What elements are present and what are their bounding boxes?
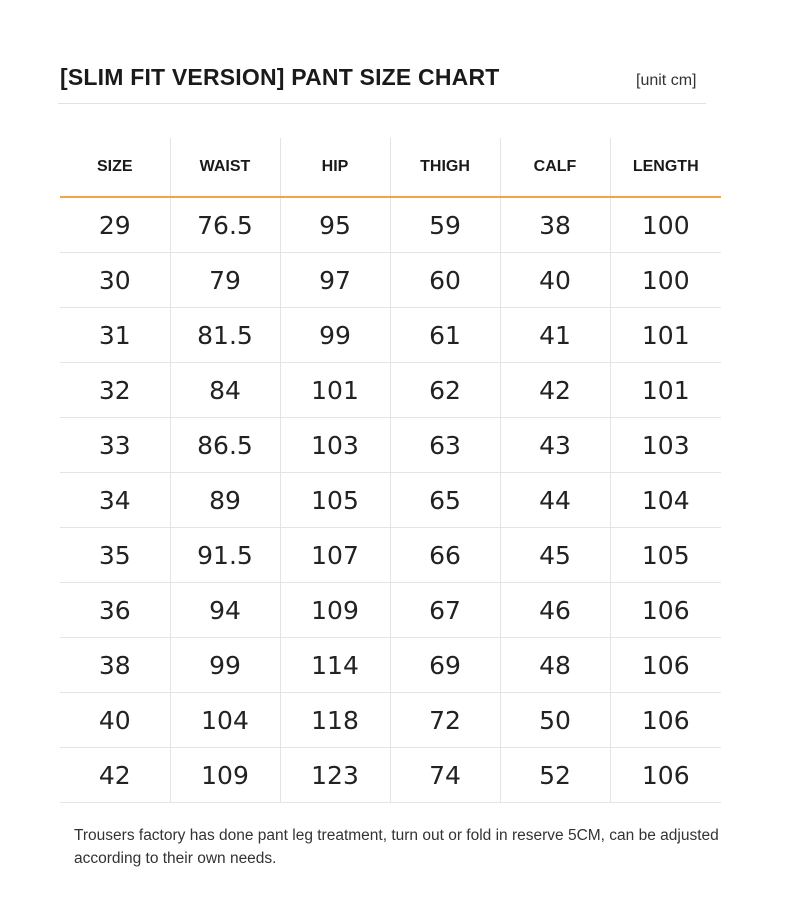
cell-length: 100 [610, 253, 721, 308]
cell-hip: 95 [280, 197, 390, 253]
cell-calf: 52 [500, 748, 610, 803]
cell-thigh: 69 [390, 638, 500, 693]
column-header-hip: HIP [280, 138, 390, 197]
cell-hip: 101 [280, 363, 390, 418]
table-row [60, 308, 721, 363]
table-row [60, 583, 721, 638]
cell-calf: 50 [500, 693, 610, 748]
cell-waist: 94 [170, 583, 280, 638]
cell-length: 106 [610, 693, 721, 748]
cell-thigh: 67 [390, 583, 500, 638]
table-row [60, 473, 721, 528]
table-row [60, 638, 721, 693]
cell-thigh: 60 [390, 253, 500, 308]
cell-waist: 91.5 [170, 528, 280, 583]
cell-size: 33 [60, 418, 170, 473]
table-row [60, 693, 721, 748]
cell-hip: 105 [280, 473, 390, 528]
cell-waist: 86.5 [170, 418, 280, 473]
cell-size: 35 [60, 528, 170, 583]
table-row [60, 418, 721, 473]
cell-length: 103 [610, 418, 721, 473]
footnote: Trousers factory has done pant leg treatment, turn out or fold in reserve 5CM, can be adjusted according to their own needs. [74, 827, 719, 867]
size-chart-table [60, 138, 721, 803]
cell-length: 106 [610, 583, 721, 638]
cell-size: 32 [60, 363, 170, 418]
table-row [60, 528, 721, 583]
cell-calf: 42 [500, 363, 610, 418]
cell-calf: 40 [500, 253, 610, 308]
cell-hip: 118 [280, 693, 390, 748]
cell-calf: 43 [500, 418, 610, 473]
column-header-waist: WAIST [170, 138, 280, 197]
cell-hip: 123 [280, 748, 390, 803]
cell-size: 40 [60, 693, 170, 748]
cell-size: 36 [60, 583, 170, 638]
cell-length: 106 [610, 638, 721, 693]
cell-thigh: 63 [390, 418, 500, 473]
cell-length: 101 [610, 308, 721, 363]
table-row [60, 748, 721, 803]
cell-waist: 89 [170, 473, 280, 528]
page-title: [SLIM FIT VERSION] PANT SIZE CHART [60, 64, 500, 90]
column-header-thigh: THIGH [390, 138, 500, 197]
cell-size: 42 [60, 748, 170, 803]
column-header-size: SIZE [60, 138, 170, 197]
column-header-length: LENGTH [610, 138, 721, 197]
cell-size: 30 [60, 253, 170, 308]
cell-thigh: 66 [390, 528, 500, 583]
cell-length: 106 [610, 748, 721, 803]
cell-size: 38 [60, 638, 170, 693]
cell-waist: 99 [170, 638, 280, 693]
cell-length: 105 [610, 528, 721, 583]
cell-calf: 46 [500, 583, 610, 638]
cell-thigh: 74 [390, 748, 500, 803]
cell-waist: 79 [170, 253, 280, 308]
cell-hip: 107 [280, 528, 390, 583]
cell-waist: 76.5 [170, 197, 280, 253]
table-row [60, 363, 721, 418]
cell-waist: 104 [170, 693, 280, 748]
cell-thigh: 61 [390, 308, 500, 363]
unit-label: [unit cm] [636, 72, 697, 89]
cell-thigh: 72 [390, 693, 500, 748]
cell-length: 101 [610, 363, 721, 418]
cell-thigh: 59 [390, 197, 500, 253]
cell-thigh: 65 [390, 473, 500, 528]
cell-waist: 84 [170, 363, 280, 418]
cell-calf: 38 [500, 197, 610, 253]
cell-calf: 48 [500, 638, 610, 693]
cell-waist: 81.5 [170, 308, 280, 363]
table-row [60, 197, 721, 253]
cell-calf: 45 [500, 528, 610, 583]
cell-hip: 109 [280, 583, 390, 638]
cell-calf: 44 [500, 473, 610, 528]
cell-hip: 103 [280, 418, 390, 473]
cell-calf: 41 [500, 308, 610, 363]
cell-size: 34 [60, 473, 170, 528]
cell-hip: 97 [280, 253, 390, 308]
cell-size: 29 [60, 197, 170, 253]
cell-size: 31 [60, 308, 170, 363]
title-divider [58, 103, 706, 104]
column-header-calf: CALF [500, 138, 610, 197]
table-row [60, 253, 721, 308]
cell-length: 104 [610, 473, 721, 528]
cell-hip: 99 [280, 308, 390, 363]
cell-thigh: 62 [390, 363, 500, 418]
cell-hip: 114 [280, 638, 390, 693]
cell-length: 100 [610, 197, 721, 253]
cell-waist: 109 [170, 748, 280, 803]
table-header-row [60, 138, 721, 197]
